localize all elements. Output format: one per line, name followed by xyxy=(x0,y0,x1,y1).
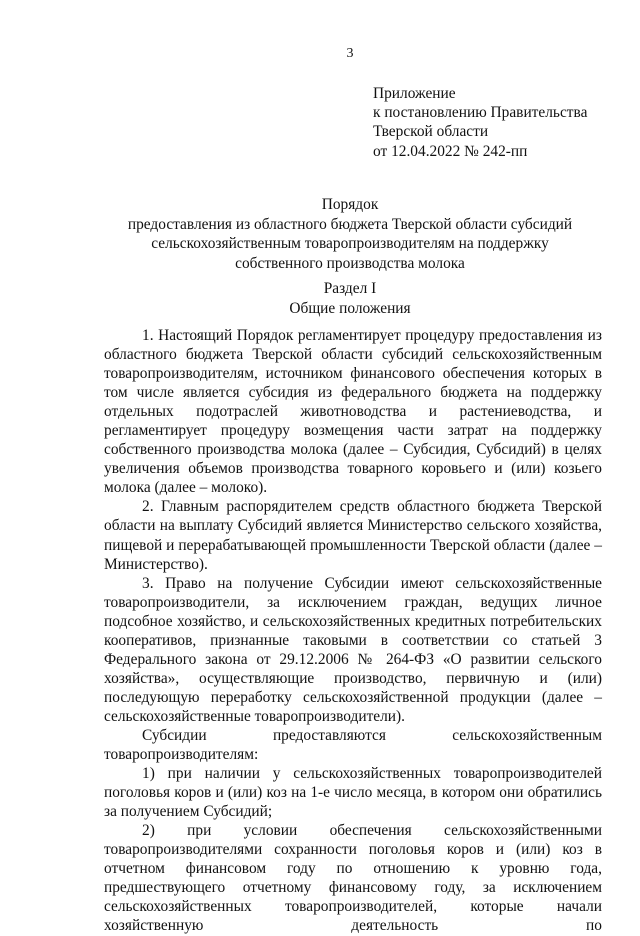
page-number: 3 xyxy=(346,46,354,61)
section-heading xyxy=(0,279,640,318)
paragraph: 1) при наличии у сельскохозяйственных товаропроизводителей поголовья коров и (или) коз на 1-е число месяца, в котором они обратились за получением Субсидий; xyxy=(104,765,602,821)
title-line: сельскохозяйственным товаропроизводителям на поддержку xyxy=(151,235,549,253)
document-body xyxy=(104,326,602,936)
paragraph: 2. Главным распорядителем средств областного бюджета Тверской области на выплату Субсидий является Министерство сельского хозяйства, пищевой и перерабатывающей промышленности Тверской области (далее – Министерство). xyxy=(104,498,602,573)
paragraph: 1. Настоящий Порядок регламентирует процедуру предоставления из областного бюджета Тверской области субсидий сельскохозяйственным товаропроизводителям, источником финансового обеспечения которых в том числе является субсидия из федерального бюджета на поддержку отдельных подотраслей животноводства и растениеводства, и регламентирует процедуру возмещения части затрат на поддержку собственного производства молока (далее – Субсидия, Субсидий) в целях увеличения объемов производства товарного коровьего и (или) козьего молока (далее – молоко). xyxy=(104,327,602,497)
paragraph: 3. Право на получение Субсидии имеют сельскохозяйственные товаропроизводители, за исключением граждан, ведущих личное подсобное хозяйство, и сельскохозяйственных кредитных потребительских кооперативов, признанные таковыми в соответствии со статьей 3 Федерального закона от 29.12.2006 № 264-ФЗ «О развитии сельского хозяйства», осуществляющие производство, первичную и (или) последующую переработку сельскохозяйственной продукции (далее – сельскохозяйственные товаропроизводители). xyxy=(104,574,602,725)
paragraph: Субсидии предоставляются сельскохозяйственным товаропроизводителям: xyxy=(104,726,602,764)
paragraph: 2) при условии обеспечения сельскохозяйственными товаропроизводителями сохранности поголовья коров и (или) коз в отчетном финансовом году по отношению к уровню года, предшествующего отчетному финансовому году, за исключением сельскохозяйственных товаропроизводителей, которые начали хозяйственную деятельность по xyxy=(104,822,602,935)
appendix-line: Тверской области xyxy=(373,123,489,141)
document-title xyxy=(0,195,640,273)
title-line: Порядок xyxy=(321,196,379,213)
appendix-block xyxy=(373,84,587,161)
appendix-line: Приложение xyxy=(373,85,456,102)
title-line: собственного производства молока xyxy=(235,254,465,272)
appendix-line: к постановлению Правительства xyxy=(373,104,588,122)
title-line: предоставления из областного бюджета Тверской области субсидий xyxy=(127,215,573,233)
section-number: Раздел I xyxy=(323,280,377,297)
section-name: Общие положения xyxy=(289,299,411,317)
appendix-line: от 12.04.2022 № 242-пп xyxy=(373,142,528,160)
